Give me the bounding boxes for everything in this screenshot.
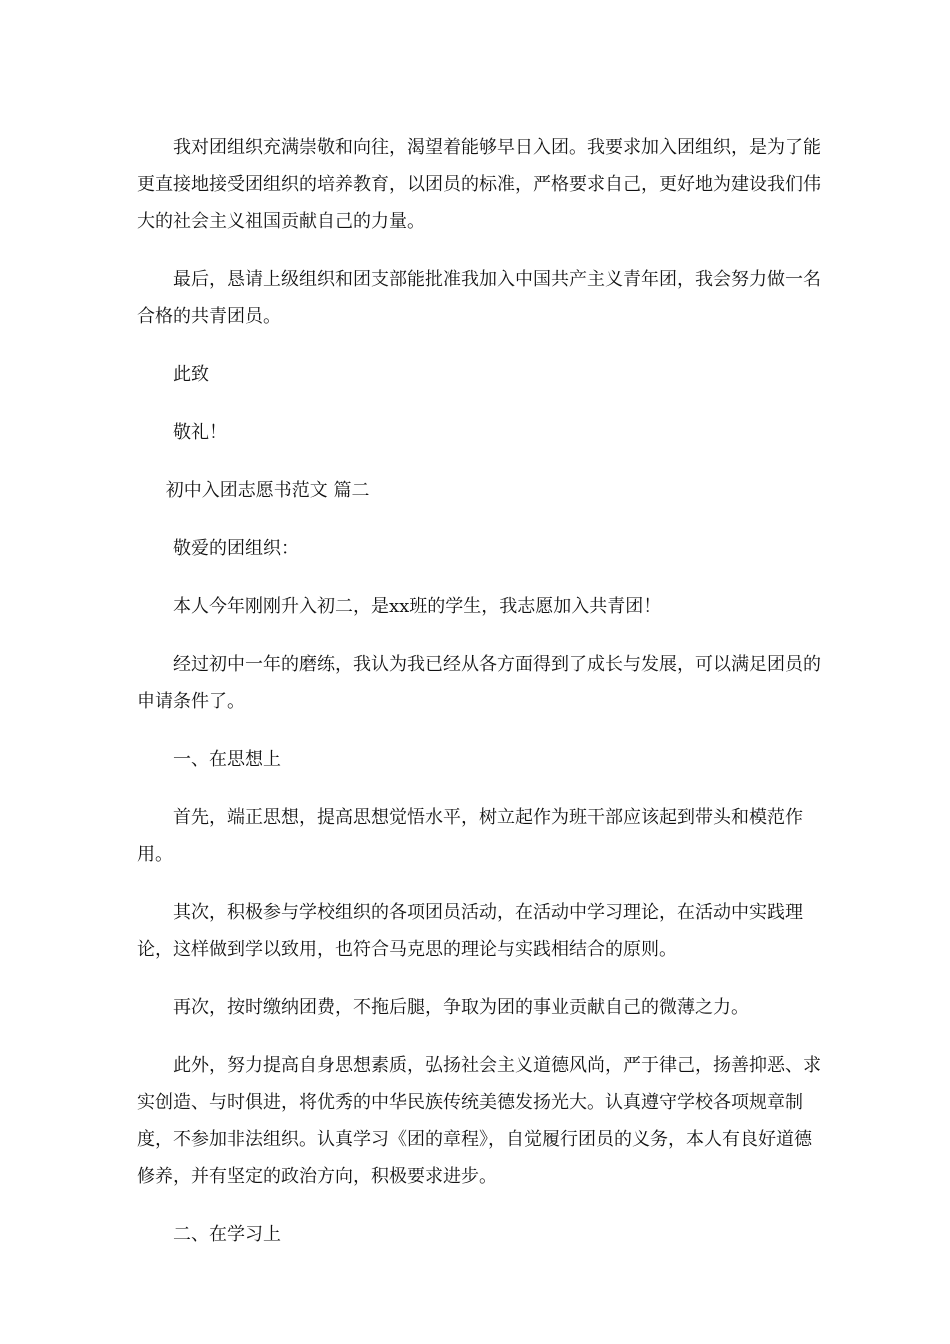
subheading-thought: 一、在思想上 <box>173 749 281 770</box>
paragraph-second: 其次，积极参与学校组织的各项团员活动，在活动中学习理论，在活动中实践理论，这样做到学以致用，也符合马克思的理论与实践相结合的原则。 <box>137 902 803 960</box>
section-title: 初中入团志愿书范文 篇二 <box>165 480 370 501</box>
closing-salutation: 此致 <box>173 364 209 385</box>
subheading-study: 二、在学习上 <box>173 1224 281 1245</box>
paragraph-1: 我对团组织充满崇敬和向往，渴望着能够早日入团。我要求加入团组织，是为了能更直接地接受团组织的培养教育，以团员的标准，严格要求自己，更好地为建设我们伟大的社会主义祖国贡献自己的力量。 <box>137 137 821 232</box>
greeting: 敬爱的团组织： <box>173 538 299 559</box>
paragraph-additional: 此外，努力提高自身思想素质，弘扬社会主义道德风尚，严于律己，扬善抑恶、求实创造、与时俱进，将优秀的中华民族传统美德发扬光大。认真遵守学校各项规章制度，不参加非法组织。认真学习《团的章程》，自觉履行团员的义务，本人有良好道德修养，并有坚定的政治方向，积极要求进步。 <box>137 1055 821 1187</box>
closing-regards: 敬礼！ <box>173 422 227 443</box>
paragraph-growth: 经过初中一年的磨练，我认为我已经从各方面得到了成长与发展，可以满足团员的申请条件了。 <box>137 654 821 712</box>
paragraph-third: 再次，按时缴纳团费，不拖后腿，争取为团的事业贡献自己的微薄之力。 <box>173 997 749 1018</box>
document-body <box>137 129 827 1253</box>
paragraph-intro: 本人今年刚刚升入初二，是xx班的学生，我志愿加入共青团！ <box>173 596 662 617</box>
paragraph-2: 最后，恳请上级组织和团支部能批准我加入中国共产主义青年团，我会努力做一名合格的共青团员。 <box>137 269 821 327</box>
paragraph-first: 首先，端正思想，提高思想觉悟水平，树立起作为班干部应该起到带头和模范作用。 <box>137 807 803 865</box>
